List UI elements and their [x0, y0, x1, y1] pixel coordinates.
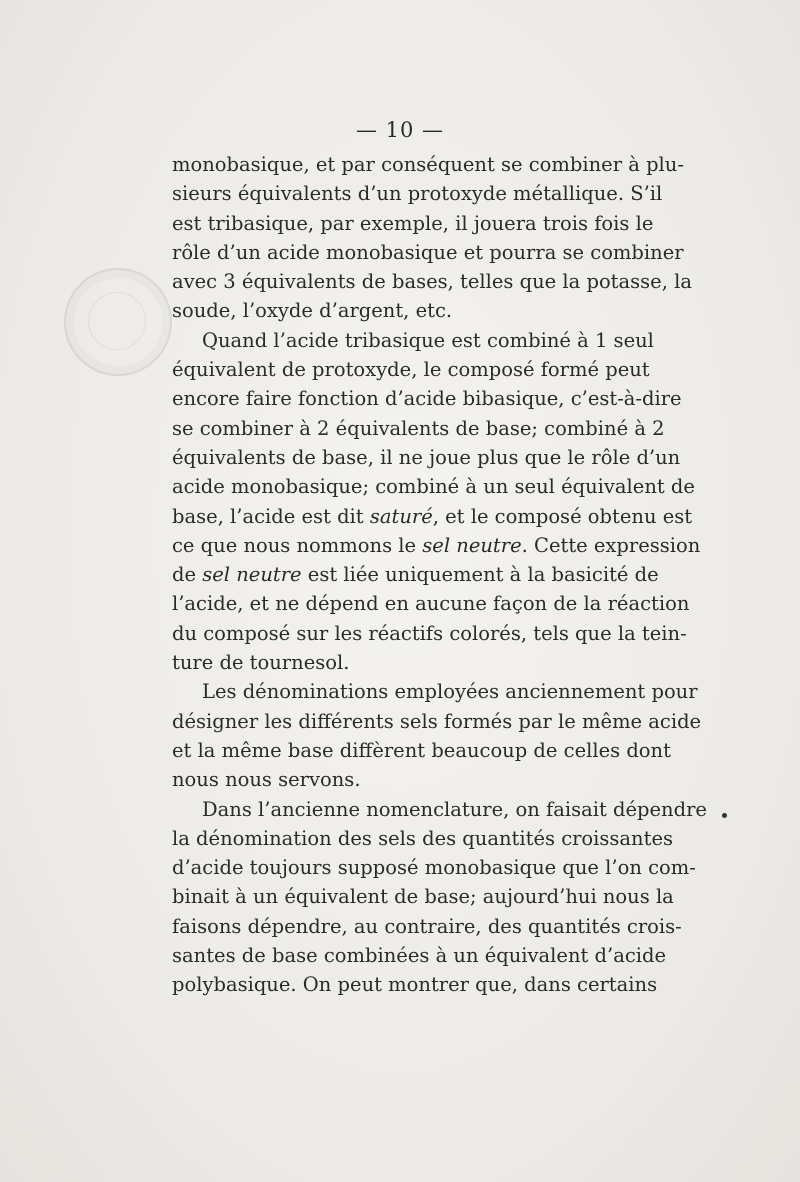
- text-line: acide monobasique; combiné à un seul équivalent de: [172, 475, 695, 499]
- italic-term: sel neutre: [202, 563, 302, 587]
- text-line: sieurs équivalents d’un protoxyde métallique. S’il: [172, 182, 663, 206]
- text-line: d’acide toujours supposé monobasique que l’on com-: [172, 856, 696, 880]
- text-run: . Cette expression: [521, 533, 701, 557]
- text-run: est liée uniquement à la basicité de: [307, 563, 659, 587]
- text-line: monobasique, et par conséquent se combiner à plu-: [172, 153, 684, 176]
- text-line: ture de tournesol.: [172, 651, 350, 675]
- text-line: se combiner à 2 équivalents de base; combiné à 2: [172, 416, 665, 440]
- text-line: Les dénominations employées anciennement pour: [202, 680, 698, 704]
- text-line: désigner les différents sels formés par le même acide: [172, 709, 702, 733]
- text-line: du composé sur les réactifs colorés, tels que la tein-: [172, 621, 687, 645]
- text-line: soude, l’oxyde d’argent, etc.: [172, 299, 453, 323]
- text-line: avec 3 équivalents de bases, telles que la potasse, la: [172, 270, 692, 294]
- italic-term: sel neutre: [422, 533, 522, 557]
- text-line: encore faire fonction d’acide bibasique, c’est-à-dire: [172, 387, 682, 411]
- text-line: rôle d’un acide monobasique et pourra se combiner: [172, 240, 684, 264]
- text-run: base, l’acide est dit: [172, 504, 364, 528]
- text-line: l’acide, et ne dépend en aucune façon de la réaction: [172, 592, 690, 616]
- text-line: [172, 531, 701, 560]
- library-stamp: [64, 268, 172, 376]
- text-line: polybasique. On peut montrer que, dans certains: [172, 973, 658, 997]
- text-line: faisons dépendre, au contraire, des quantités crois-: [172, 914, 682, 938]
- text-run: , et le composé obtenu est: [432, 504, 693, 528]
- text-line: équivalents de base, il ne joue plus que le rôle d’un: [172, 445, 681, 469]
- text-line: binait à un équivalent de base; aujourd’hui nous la: [172, 885, 674, 909]
- text-run: ce que nous nommons le: [172, 533, 417, 557]
- text-line: et la même base diffèrent beaucoup de celles dont: [172, 738, 671, 762]
- text-line: nous nous servons.: [172, 768, 361, 792]
- text-line: Dans l’ancienne nomenclature, on faisait dépendre: [202, 797, 707, 821]
- text-line: santes de base combinées à un équivalent d’acide: [172, 944, 667, 968]
- text-line: [172, 502, 693, 531]
- ink-speck: [722, 813, 727, 818]
- text-run: de: [172, 563, 197, 587]
- text-line: est tribasique, par exemple, il jouera trois fois le: [172, 211, 654, 235]
- text-line: équivalent de protoxyde, le composé formé peut: [172, 358, 650, 382]
- body-text: [172, 150, 707, 1000]
- text-line: la dénomination des sels des quantités croissantes: [172, 826, 673, 850]
- text-line: [172, 560, 659, 589]
- text-line: Quand l’acide tribasique est combiné à 1 seul: [202, 328, 654, 352]
- page-number: — 10 —: [355, 118, 445, 142]
- italic-term: saturé: [369, 504, 433, 528]
